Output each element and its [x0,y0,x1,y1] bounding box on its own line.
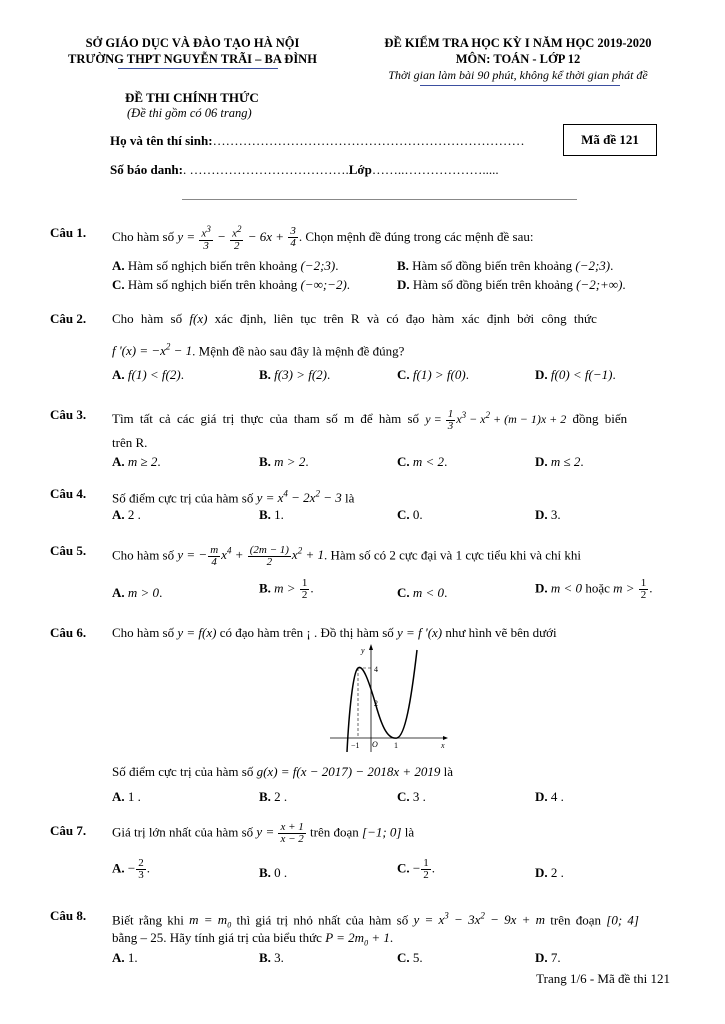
student-name-label: Họ và tên thí sinh: [110,133,213,148]
question-text: Tìm tất cả các giá trị thực của tham số m để hàm số y = $\frac{1}{3}$ $x^3 - x^2 + (m - 1)x + 2$ đồng biến [112,407,628,432]
x-axis-arrow [443,736,448,740]
exam-code: Mã đề 121 [581,132,639,147]
option-c[interactable]: C. m < 0. [397,585,448,600]
question-label: Câu 2. [50,311,87,326]
y-axis-arrow [369,644,373,650]
question-text: Cho hàm số y = − $\frac{m}{4}$ $x^4$ + $\frac{(2m - 1)}{2}$ $x^2 + 1$. Hàm số có 2 cực đại và 1 cực tiểu khi và chỉ khi [112,543,582,568]
tick-origin: O [372,740,378,749]
option-b[interactable]: B. Hàm số đồng biến trên khoảng (−2;3). [397,258,614,273]
tick-minus1: −1 [351,741,360,750]
tick-2: 2 [374,699,378,708]
question-text: Biết rằng khi $m = m_0$ thì giá trị nhỏ nhất của hàm số $y = x^3 - 3x^2 - 9x + m$ trên đoạn [0; 4] [112,911,639,930]
question-1 [50,224,675,292]
class-dots: ……..………………..... [371,162,499,177]
student-name-row [110,133,525,149]
question-text-2: f '$(x) = -x^2 - 1$. Mệnh đề nào sau đây là mệnh đề đúng? [112,342,405,359]
question-label: Câu 5. [50,543,87,558]
class-label: Lớp [348,162,372,177]
option-a[interactable]: A. m ≥ 2. [112,454,161,469]
option-b[interactable]: B. f(3) > f(2). [259,367,331,382]
exam-code-box [563,124,657,156]
student-id-row [110,162,499,178]
derivative-graph [325,642,455,754]
exam-time: Thời gian làm bài 90 phút, không kể thời gian phát đề [388,68,648,82]
option-d[interactable]: D. 7. [535,950,561,965]
option-b[interactable]: B. 0 . [259,865,288,880]
option-b[interactable]: B. 1. [259,507,284,522]
option-a[interactable]: A. 1 . [112,789,141,804]
options [112,506,675,524]
question-text: Cho hàm số f(x) xác định, liên tục trên R và có đạo hàm xác định bởi công thức [112,311,597,326]
header-underline-left [118,68,278,69]
options [112,949,675,967]
option-c[interactable]: C. Hàm số nghịch biến trên khoảng (−∞;−2). [112,277,351,292]
header-divider [182,199,577,200]
options [112,276,675,294]
question-6-part2 [50,763,675,808]
axis-label-x: x [441,741,445,750]
options [112,788,675,806]
option-d[interactable]: D. m ≤ 2. [535,454,584,469]
option-b[interactable]: B. 2 . [259,789,288,804]
option-a[interactable]: A. m > 0. [112,585,163,600]
question-text: Số điểm cực trị của hàm số g(x) = f(x − 2017) − 2018x + 2019 là [112,764,454,779]
header-underline-right [420,85,620,86]
page-footer: Trang 1/6 - Mã đề thi 121 [536,971,670,986]
tick-4: 4 [374,665,378,674]
options [112,453,675,471]
question-text-2: trên R. [112,435,148,450]
options [112,857,675,882]
option-b[interactable]: B. m > $\frac{1}{2}$ . [259,577,314,601]
option-c[interactable]: C. 5. [397,950,423,965]
axis-label-y: y [361,646,365,655]
question-5 [50,542,675,606]
option-d[interactable]: D. 2 . [535,865,564,880]
option-c[interactable]: C. m < 2. [397,454,448,469]
question-text: Cho hàm số y = $\frac{x^3}{3}$ − $\frac{x^2}{2}$ − 6x + $\frac{3}{4}$ . Chọn mệnh đề đúng trong các mệnh đề sau: [112,224,534,252]
curve [347,650,417,752]
question-text: Số điểm cực trị của hàm số $y = x^4 - 2x^2 - 3$ là [112,489,355,506]
formula: y = $\frac{x^3}{3}$ − $\frac{x^2}{2}$ − 6x + $\frac{3}{4}$ [177,224,296,252]
question-label: Câu 3. [50,407,87,422]
question-3 [50,406,675,471]
exam-title: ĐỀ KIỂM TRA HỌC KỲ I NĂM HỌC 2019-2020 [384,36,652,50]
question-label: Câu 7. [50,823,87,838]
option-a[interactable]: A. Hàm số nghịch biến trên khoảng (−2;3). [112,258,339,273]
pages-note: (Đề thi gồm có 06 trang) [127,106,252,120]
question-7 [50,822,675,892]
student-name-dots: ……………………………………………………………… [212,133,525,148]
option-a[interactable]: A. f(1) < f(2). [112,367,184,382]
options [112,366,675,384]
question-text: Giá trị lớn nhất của hàm số y = $\frac{x + 1}{x - 2}$ trên đoạn [−1; 0] là [112,821,415,845]
question-label: Câu 6. [50,625,87,640]
option-d[interactable]: D. 4 . [535,789,564,804]
school-name: TRƯỜNG THPT NGUYỄN TRÃI – BA ĐÌNH [68,52,317,66]
options [112,577,675,602]
option-d[interactable]: D. f(0) < f(−1). [535,367,616,382]
option-c[interactable]: C. 0. [397,507,423,522]
option-a[interactable]: A. 2 . [112,507,141,522]
option-d[interactable]: D. m < 0 hoặc m > $\frac{1}{2}$ . [535,577,653,601]
exam-subject: MÔN: TOÁN - LỚP 12 [455,52,581,66]
question-8 [50,907,675,967]
question-label: Câu 1. [50,225,87,240]
question-2 [50,310,675,385]
option-a[interactable]: A. − $\frac{2}{3}$ . [112,857,150,881]
student-id-label: Số báo danh: [110,162,183,177]
option-a[interactable]: A. 1. [112,950,138,965]
tick-1: 1 [394,741,398,750]
option-c[interactable]: C. − $\frac{1}{2}$ . [397,857,435,881]
question-text-2: bằng – 25. Hãy tính giá trị của biểu thức $P = 2m_0 + 1$. [112,930,394,948]
student-id-dots: . ………………………………. [182,162,349,177]
official-label: ĐỀ THI CHÍNH THỨC [125,90,259,105]
option-b[interactable]: B. m > 2. [259,454,309,469]
option-b[interactable]: B. 3. [259,950,284,965]
question-text: Cho hàm số y = f(x) có đạo hàm trên ¡ . Đồ thị hàm số y = f '(x) như hình vẽ bên dưới [112,625,557,640]
question-label: Câu 4. [50,486,87,501]
option-c[interactable]: C. 3 . [397,789,426,804]
option-d[interactable]: D. Hàm số đồng biến trên khoảng (−2;+∞). [397,277,626,292]
option-c[interactable]: C. f(1) > f(0). [397,367,469,382]
school-department: SỞ GIÁO DỤC VÀ ĐÀO TẠO HÀ NỘI [85,36,300,50]
options [112,257,675,275]
question-label: Câu 8. [50,908,87,923]
option-d[interactable]: D. 3. [535,507,561,522]
question-4 [50,485,675,525]
